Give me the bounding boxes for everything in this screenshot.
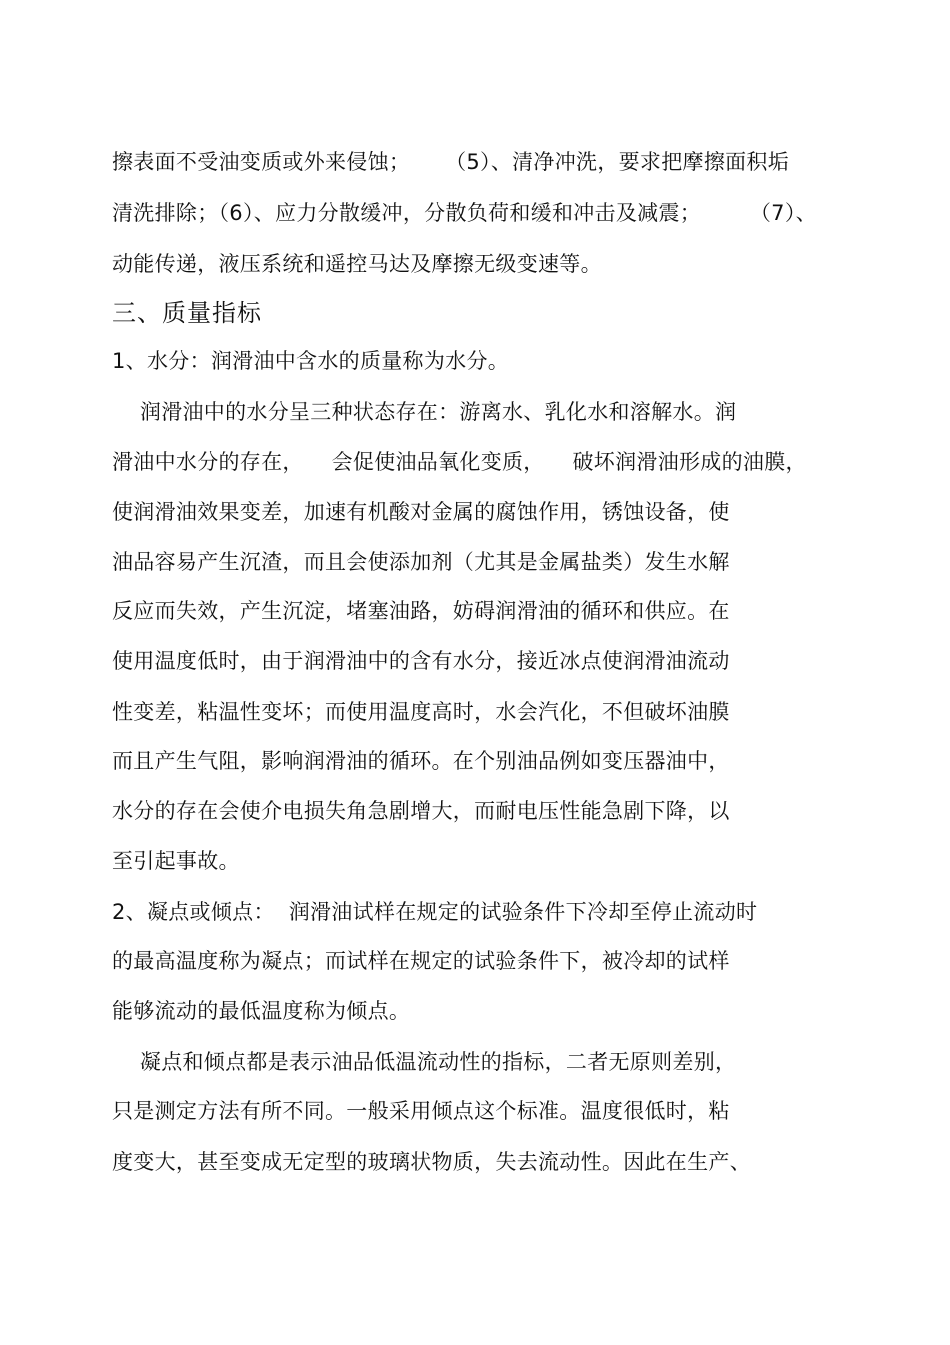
text-line-9: 油品容易产生沉渣，而且会使添加剂（尤其是金属盐类）发生水解 bbox=[112, 550, 730, 574]
text-line-12: 性变差，粘温性变坏；而使用温度高时，水会汽化，不但破坏油膜 bbox=[112, 700, 730, 724]
text-line-10: 反应而失效，产生沉淀，堵塞油路，妨碍润滑油的循环和供应。在 bbox=[112, 599, 730, 623]
text-line-3: 动能传递，液压系统和遥控马达及摩擦无级变速等。 bbox=[112, 252, 602, 276]
text-line-2: 清洗排除；（6）、应力分散缓冲，分散负荷和缓和冲击及减震； （7）、 bbox=[112, 201, 817, 225]
text-line-18: 能够流动的最低温度称为倾点。 bbox=[112, 999, 411, 1023]
text-line-14: 水分的存在会使介电损失角急剧增大，而耐电压性能急剧下降，以 bbox=[112, 799, 730, 823]
text-line-21: 度变大，甚至变成无定型的玻璃状物质，失去流动性。因此在生产、 bbox=[112, 1150, 751, 1174]
text-line-7: 滑油中水分的存在， 会促使油品氧化变质， 破坏润滑油形成的油膜， bbox=[112, 450, 807, 474]
text-line-8: 使润滑油效果变差，加速有机酸对金属的腐蚀作用，锈蚀设备，使 bbox=[112, 500, 730, 524]
text-line-13: 而且产生气阻，影响润滑油的循环。在个别油品例如变压器油中， bbox=[112, 749, 730, 773]
text-line-6: 润滑油中的水分呈三种状态存在：游离水、乳化水和溶解水。润 bbox=[112, 400, 737, 424]
subsection-pour-point-title: 2、凝点或倾点： 润滑油试样在规定的试验条件下冷却至停止流动时 bbox=[112, 900, 758, 924]
text-line-17: 的最高温度称为凝点；而试样在规定的试验条件下，被冷却的试样 bbox=[112, 949, 730, 973]
text-line-19: 凝点和倾点都是表示油品低温流动性的指标，二者无原则差别， bbox=[112, 1050, 737, 1074]
text-line-20: 只是测定方法有所不同。一般采用倾点这个标准。温度很低时，粘 bbox=[112, 1099, 730, 1123]
section-heading: 三、质量指标 bbox=[112, 299, 262, 327]
subsection-water-title: 1、水分：润滑油中含水的质量称为水分。 bbox=[112, 349, 510, 373]
text-line-15: 至引起事故。 bbox=[112, 849, 240, 873]
text-line-11: 使用温度低时，由于润滑油中的含有水分，接近冰点使润滑油流动 bbox=[112, 649, 730, 673]
text-line-1: 擦表面不受油变质或外来侵蚀； （5）、清净冲洗，要求把摩擦面积垢 bbox=[112, 150, 790, 174]
